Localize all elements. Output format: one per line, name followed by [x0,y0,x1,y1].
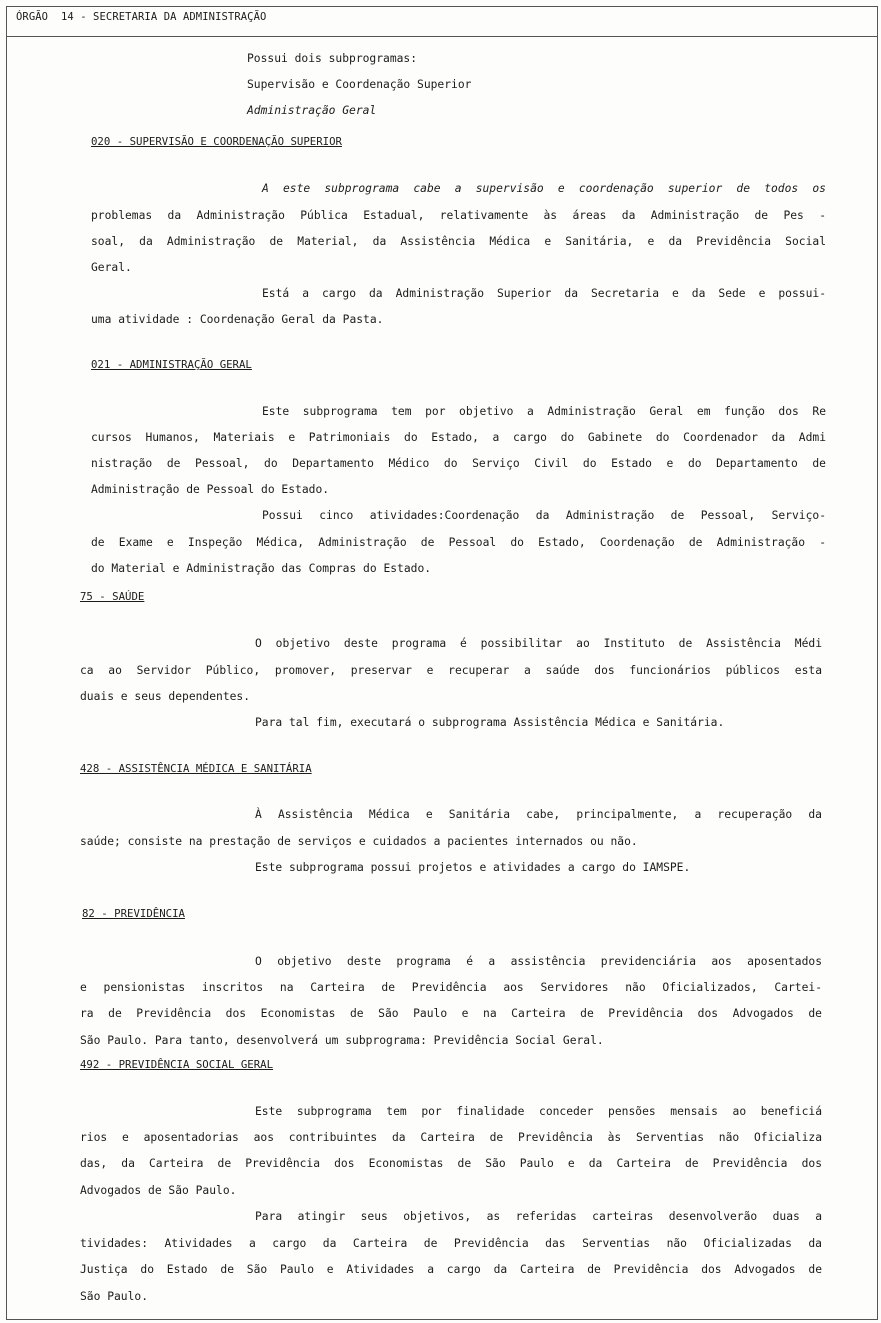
s75-p1-l3: duais e seus dependentes. [80,690,251,703]
s020-p1-l4: Geral. [91,261,132,274]
s82-p1-l2: e pensionistas inscritos na Carteira de Previdência aos Servidores não Oficializados, Cartei- [80,981,822,994]
s492-p1-l2: rios e aposentadorias aos contribuintes da Carteira de Previdência às Serventias não Oficializa [80,1131,822,1144]
s020-p2-l1: Está a cargo da Administração Superior da Secretaria e da Sede e possui- [262,287,826,300]
s75-p1-l2: ca ao Servidor Público, promover, preservar e recuperar a saúde dos funcionários públicos esta [80,664,822,677]
s492-p1-l1: Este subprograma tem por finalidade conceder pensões mensais ao beneficiá [255,1105,822,1118]
section-75-title: 75 - SAÚDE [80,590,145,603]
s021-p2-l2: de Exame e Inspeção Médica, Administração de Pessoal do Estado, Coordenação de Administração - [91,536,826,549]
s492-p2-l4: São Paulo. [80,1290,149,1303]
section-492-title: 492 - PREVIDÊNCIA SOCIAL GERAL [80,1058,274,1071]
s492-p1-l4: Advogados de São Paulo. [80,1184,237,1197]
s82-p1-l4: São Paulo. Para tanto, desenvolverá um subprograma: Previdência Social Geral. [80,1034,604,1047]
s021-p1-l4: Administração de Pessoal do Estado. [91,483,330,496]
s021-p1-l3: nistração de Pessoal, do Departamento Médico do Serviço Civil do Estado e do Departamento de [91,457,826,470]
orgao-text: 14 - SECRETARIA DA ADMINISTRAÇÃO [60,11,267,23]
s492-p1-l3: das, da Carteira de Previdência dos Economistas de São Paulo e da Carteira de Previdência dos [80,1157,822,1170]
s020-p1-l3: soal, da Administração de Material, da Assistência Médica e Sanitária, e da Previdência Social [91,235,826,248]
intro-line-2: Supervisão e Coordenação Superior [247,78,472,91]
s021-p1-l2: cursos Humanos, Materiais e Patrimoniais do Estado, a cargo do Gabinete do Coordenador da Admi [91,431,826,444]
s020-p2-l2: uma atividade : Coordenação Geral da Pasta. [91,313,384,326]
section-021-title: 021 - ADMINISTRAÇÃO GERAL [91,358,252,371]
s428-p1-l1: À Assistência Médica e Sanitária cabe, principalmente, a recuperação da [255,808,822,821]
s492-p2-l2: tividades: Atividades a cargo da Carteira de Previdência das Serventias não Oficializadas da [80,1237,822,1250]
s021-p2-l3: do Material e Administração das Compras do Estado. [91,562,432,575]
s020-p1-l1: A este subprograma cabe a supervisão e coordenação superior de todos os [262,182,826,195]
s021-p2-l1: Possui cinco atividades:Coordenação da Administração de Pessoal, Serviço- [262,509,826,522]
s75-p2: Para tal fim, executará o subprograma Assistência Médica e Sanitária. [255,716,725,729]
page-header [16,11,266,23]
orgao-label: ÓRGÃO [16,11,49,23]
s020-p1-l2: problemas da Administração Pública Estadual, relativamente às áreas da Administração de Pes - [91,209,826,222]
intro-line-3: Administração Geral [247,104,377,117]
top-rule [6,6,878,7]
s82-p1-l3: ra de Previdência dos Economistas de São Paulo e na Carteira de Previdência dos Advogados de [80,1007,822,1020]
section-82-title: 82 - PREVIDÊNCIA [82,907,185,920]
s021-p1-l1: Este subprograma tem por objetivo a Administração Geral em função dos Re [262,405,826,418]
s492-p2-l3: Justiça do Estado de São Paulo e Atividades a cargo da Carteira de Previdência dos Advogados de [80,1263,822,1276]
s428-p1-l2: saúde; consiste na prestação de serviços e cuidados a pacientes internados ou não. [80,835,638,848]
s428-p2: Este subprograma possui projetos e atividades a cargo do IAMSPE. [255,861,691,874]
page-frame [6,6,878,1320]
intro-line-1: Possui dois subprogramas: [247,52,418,65]
s82-p1-l1: O objetivo deste programa é a assistência previdenciária aos aposentados [255,955,822,968]
section-428-title: 428 - ASSISTÊNCIA MÉDICA E SANITÁRIA [80,762,312,775]
section-020-title: 020 - SUPERVISÃO E COORDENAÇÃO SUPERIOR [91,135,342,148]
header-rule [6,36,878,37]
s75-p1-l1: O objetivo deste programa é possibilitar ao Instituto de Assistência Médi [255,637,822,650]
s492-p2-l1: Para atingir seus objetivos, as referidas carteiras desenvolverão duas a [255,1210,822,1223]
